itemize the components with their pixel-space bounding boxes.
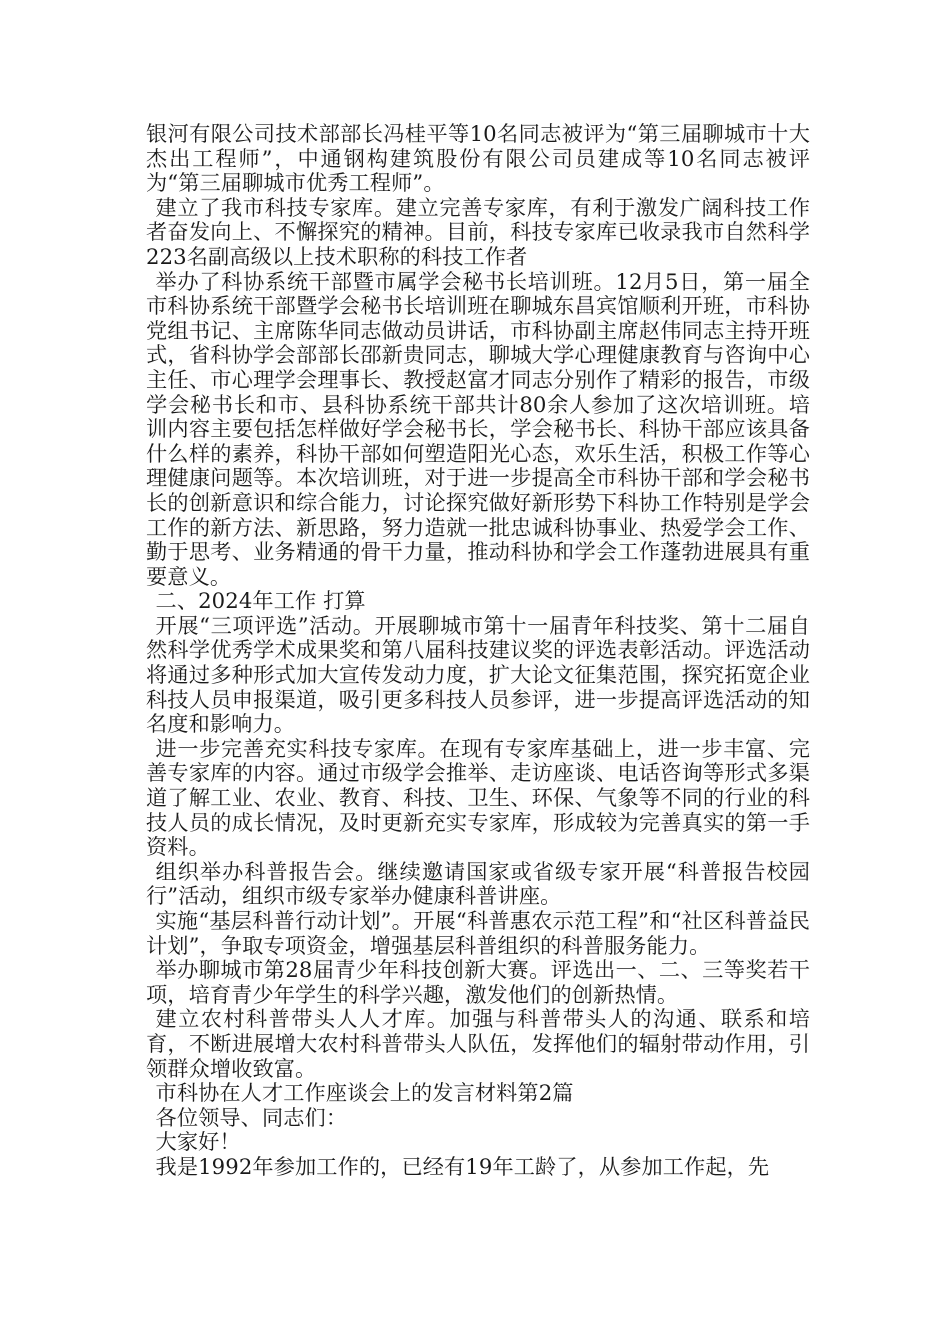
paragraph-improve-expert-database: 进一步完善充实科技专家库。在现有专家库基础上，进一步丰富、完善专家库的内容。通过市级学会推举、走访座谈、电话咨询等形式多渠道了解工业、农业、教育、科技、卫生、环保、气象等不同的行业的科技人员的成长情况，及时更新充实专家库，形成较为完善真实的第一手资料。 bbox=[146, 735, 810, 860]
paragraph-engineer-awards: 银河有限公司技术部部长冯桂平等10名同志被评为“第三届聊城市十大杰出工程师”，中通钢构建筑股份有限公司员建成等10名同志被评为“第三届聊城市优秀工程师”。 bbox=[146, 121, 810, 196]
paragraph-greeting: 大家好！ bbox=[155, 1129, 241, 1155]
paragraph-training-class: 举办了科协系统干部暨市属学会秘书长培训班。12月5日，第一届全市科协系统干部暨学会秘书长培训班在聊城东昌宾馆顺利开班，市科协党组书记、主席陈华同志做动员讲话，市科协副主席赵伟同志主持开班式，省科协学会部部长邵新贵同志，聊城大学心理健康教育与咨询中心主任、市心理学会理事长、教授赵富才同志分别作了精彩的报告，市级学会秘书长和市、县科协系统干部共计80余人参加了这次培训班。培训内容主要包括怎样做好学会秘书长，学会秘书长、科协干部应该具备什么样的素养，科协干部如何塑造阳光心态，欢乐生活，积极工作等心理健康问题等。本次培训班，对于进一步提高全市科协干部和学会秘书长的创新意识和综合能力，讨论探究做好新形势下科协工作特别是学会工作的新方法、新思路，努力造就一批忠诚科协事业、热爱学会工作、勤于思考、业务精通的骨干力量，推动科协和学会工作蓬勃进展具有重要意义。 bbox=[146, 268, 810, 589]
section-heading-2024-plan: 二、2024年工作 打算 bbox=[155, 588, 366, 614]
paragraph-grassroots-plan: 实施“基层科普行动计划”。开展“科普惠农示范工程”和“社区科普益民计划”，争取专项资金，增强基层科普组织的科普服务能力。 bbox=[146, 908, 810, 958]
document-body bbox=[146, 122, 810, 1180]
paragraph-expert-database: 建立了我市科技专家库。建立完善专家库，有利于激发广阔科技工作者奋发向上、不懈探究的精神。目前，科技专家库已收录我市自然科学223名副高级以上技术职称的科技工作者 bbox=[146, 194, 810, 269]
paragraph-salutation: 各位领导、同志们： bbox=[155, 1104, 348, 1130]
paragraph-three-selections: 开展“三项评选”活动。开展聊城市第十一届青年科技奖、第十二届自然科学优秀学术成果奖和第八届科技建议奖的评选表彰活动。评选活动将通过多种形式加大宣传发动力度，扩大论文征集范围，探究拓宽企业科技人员申报渠道，吸引更多科技人员参评，进一步提高评选活动的知名度和影响力。 bbox=[146, 612, 810, 737]
paragraph-science-lectures: 组织举办科普报告会。继续邀请国家或省级专家开展“科普报告校园行”活动，组织市级专家举办健康科普讲座。 bbox=[146, 858, 810, 909]
paragraph-self-intro: 我是1992年参加工作的，已经有19年工龄了，从参加工作起，先 bbox=[155, 1153, 770, 1179]
article-title-part-2: 市科协在人才工作座谈会上的发言材料第2篇 bbox=[155, 1080, 574, 1106]
paragraph-youth-competition: 举办聊城市第28届青少年科技创新大赛。评选出一、二、三等奖若干项，培育青少年学生的科学兴趣，激发他们的创新热情。 bbox=[146, 957, 810, 1007]
paragraph-rural-talent-pool: 建立农村科普带头人人才库。加强与科普带头人的沟通、联系和培育，不断进展增大农村科普带头人队伍，发挥他们的辐射带动作用，引领群众增收致富。 bbox=[146, 1006, 810, 1081]
